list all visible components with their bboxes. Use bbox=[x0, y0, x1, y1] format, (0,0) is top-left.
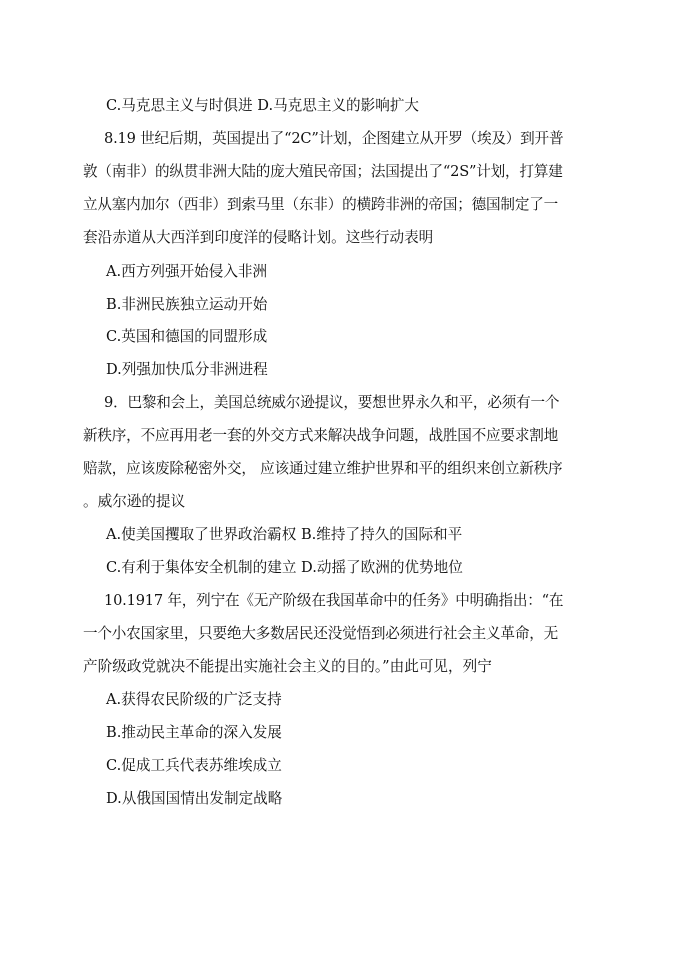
q10-stem-line-1: 10.1917 年，列宁在《无产阶级在我国革命中的任务》中明确指出：“在 bbox=[104, 592, 564, 609]
q9-stem-line-1: 9．巴黎和会上，美国总统威尔逊提议，要想世界永久和平，必须有一个 bbox=[104, 394, 560, 411]
q9-stem-line-4: 。威尔逊的提议 bbox=[83, 493, 186, 510]
q9-stem-line-3: 赔款，应该废除秘密外交， 应该通过建立维护世界和平的组织来创立新秩序 bbox=[83, 460, 563, 477]
q7-options-line: C.马克思主义与时俱进 D.马克思主义的影响扩大 bbox=[106, 97, 420, 114]
q8-stem-line-3: 立从塞内加尔（西非）到索马里（东非）的横跨非洲的帝国；德国制定了一 bbox=[83, 196, 558, 213]
q10-option-d: D.从俄国国情出发制定战略 bbox=[106, 790, 283, 807]
q9-options-line-1: A.使美国攫取了世界政治霸权 B.维持了持久的国际和平 bbox=[106, 526, 463, 543]
q8-option-c: C.英国和德国的同盟形成 bbox=[106, 328, 268, 345]
q10-option-b: B.推动民主革命的深入发展 bbox=[106, 724, 282, 741]
q8-option-d: D.列强加快瓜分非洲进程 bbox=[106, 361, 268, 378]
q8-option-a: A.西方列强开始侵入非洲 bbox=[106, 263, 268, 280]
q10-stem-line-2: 一个小农国家里，只要绝大多数居民还没觉悟到必须进行社会主义革命，无 bbox=[83, 625, 558, 642]
q10-option-c: C.促成工兵代表苏维埃成立 bbox=[106, 757, 282, 774]
q9-stem-line-2: 新秩序，不应再用老一套的外交方式来解决战争问题，战胜国不应要求割地 bbox=[83, 427, 558, 444]
q10-stem-line-3: 产阶级政党就决不能提出实施社会主义的目的。”由此可见，列宁 bbox=[83, 658, 492, 675]
q8-option-b: B.非洲民族独立运动开始 bbox=[106, 296, 268, 313]
q8-stem-line-4: 套沿赤道从大西洋到印度洋的侵略计划。这些行动表明 bbox=[83, 229, 434, 246]
q8-stem-line-1: 8.19 世纪后期，英国提出了“2C”计划，企图建立从开罗（埃及）到开普 bbox=[104, 130, 564, 147]
q9-options-line-2: C.有利于集体安全机制的建立 D.动摇了欧洲的优势地位 bbox=[106, 559, 463, 576]
q10-option-a: A.获得农民阶级的广泛支持 bbox=[106, 691, 282, 708]
q8-stem-line-2: 敦（南非）的纵贯非洲大陆的庞大殖民帝国；法国提出了“2S”计划，打算建 bbox=[83, 163, 563, 180]
